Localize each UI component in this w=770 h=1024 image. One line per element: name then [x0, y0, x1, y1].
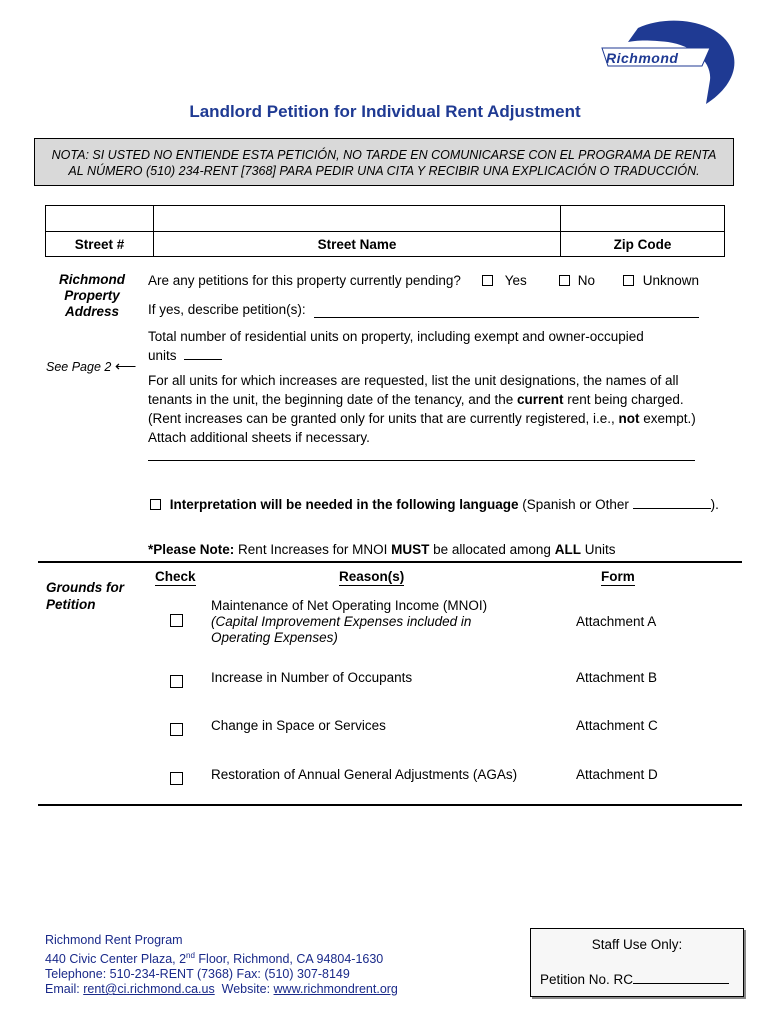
- footer-org: Richmond Rent Program: [45, 933, 183, 947]
- interpretation-language-field[interactable]: [633, 495, 711, 509]
- pending-unknown-checkbox[interactable]: [623, 275, 634, 286]
- footer-address: 440 Civic Center Plaza, 2nd Floor, Richmond, CA 94804-1630: [45, 951, 384, 967]
- aga-checkbox[interactable]: [170, 772, 183, 785]
- pending-yes-label: Yes: [504, 273, 527, 288]
- form-attachment-b: Attachment B: [576, 670, 658, 685]
- email-link[interactable]: rent@ci.richmond.ca.us: [83, 982, 215, 997]
- left-arrow-icon: ⟵: [114, 358, 137, 375]
- pending-question-text: Are any petitions for this property currently pending?: [148, 273, 461, 288]
- pending-no-label: No: [577, 273, 596, 288]
- pending-yes-checkbox[interactable]: [482, 275, 493, 286]
- website-link[interactable]: www.richmondrent.org: [273, 982, 398, 997]
- interpretation-label: Interpretation will be needed in the following language: [169, 497, 519, 512]
- spanish-notice-box: [34, 138, 734, 186]
- increases-line: (Rent increases can be granted only for units that are currently registered, i.e., not exempt.): [148, 411, 696, 426]
- interpretation-checkbox[interactable]: [150, 499, 161, 510]
- street-name-field[interactable]: [154, 206, 559, 230]
- footer-contact: [45, 933, 398, 997]
- grounds-label: [46, 579, 124, 613]
- staff-title: Staff Use Only:: [591, 937, 683, 952]
- reason-mnoi: [211, 598, 487, 646]
- reason-occupants: Increase in Number of Occupants: [211, 670, 413, 685]
- petition-number-label: Petition No. RC: [540, 972, 634, 987]
- form-attachment-a: Attachment A: [576, 614, 657, 629]
- property-label-line: Address: [64, 304, 120, 319]
- mnoi-note: *Please Note: Rent Increases for MNOI MUST be allocated among ALL Units: [148, 542, 616, 557]
- pending-no-checkbox[interactable]: [559, 275, 570, 286]
- unit-details-field[interactable]: [148, 460, 695, 461]
- table-divider: [46, 231, 724, 232]
- see-page-text: See Page 2: [46, 360, 112, 374]
- increases-line: Attach additional sheets if necessary.: [148, 430, 370, 445]
- describe-petition-row: [148, 302, 708, 317]
- reason-subtext: Operating Expenses): [211, 630, 338, 645]
- interpretation-row: [150, 495, 750, 512]
- units-count-field[interactable]: [184, 346, 222, 360]
- col-header-reason: Reason(s): [339, 569, 405, 584]
- grounds-top-rule: [38, 561, 742, 563]
- increases-line: tenants in the unit, the beginning date of the tenancy, and the current rent being charged.: [148, 392, 684, 407]
- describe-petition-label: If yes, describe petition(s):: [148, 302, 306, 317]
- property-label-line: Richmond: [59, 272, 125, 287]
- grounds-label-line: Petition: [46, 597, 96, 612]
- petition-number-row: [540, 970, 740, 987]
- street-number-field[interactable]: [46, 206, 152, 230]
- see-page-note: [46, 357, 136, 375]
- form-attachment-d: Attachment D: [576, 767, 658, 782]
- units-question: [148, 327, 728, 365]
- staff-use-box: [530, 928, 744, 997]
- logo-text: Richmond: [606, 50, 679, 66]
- form-attachment-c: Attachment C: [576, 718, 658, 733]
- grounds-bottom-rule: [38, 804, 742, 806]
- interpretation-end: ).: [710, 497, 719, 512]
- reason-subtext: (Capital Improvement Expenses included in: [211, 614, 472, 629]
- zip-code-label: Zip Code: [613, 237, 672, 252]
- street-number-label: Street #: [74, 237, 125, 252]
- zip-code-field[interactable]: [561, 206, 724, 230]
- col-header-check: Check: [155, 569, 196, 584]
- petition-number-field[interactable]: [633, 970, 729, 984]
- reason-text: Maintenance of Net Operating Income (MNOI): [211, 598, 488, 613]
- interpretation-language-label: (Spanish or Other: [518, 497, 633, 512]
- mnoi-checkbox[interactable]: [170, 614, 183, 627]
- increases-line: For all units for which increases are requested, list the unit designations, the names of all: [148, 373, 679, 388]
- increases-paragraph: [148, 371, 738, 447]
- footer-phone: Telephone: 510-234-RENT (7368) Fax: (510) 307-8149: [45, 967, 350, 982]
- notice-line-1: NOTA: SI USTED NO ENTIENDE ESTA PETICIÓN, NO TARDE EN COMUNICARSE CON EL PROGRAMA DE RENTA: [51, 148, 717, 162]
- grounds-label-line: Grounds for: [46, 580, 124, 595]
- street-name-label: Street Name: [317, 237, 397, 252]
- reason-aga: Restoration of Annual General Adjustments (AGAs): [211, 767, 518, 782]
- notice-line-2: AL NÚMERO (510) 234-RENT [7368] PARA PEDIR UNA CITA Y RECIBIR UNA EXPLICACIÓN O TRADUCCIÓN.: [68, 164, 700, 178]
- property-label-line: Property: [64, 288, 120, 303]
- pending-unknown-label: Unknown: [642, 273, 700, 288]
- pending-question-row: [148, 273, 728, 288]
- richmond-logo: [598, 18, 743, 110]
- reason-space-services: Change in Space or Services: [211, 718, 386, 733]
- space-services-checkbox[interactable]: [170, 723, 183, 736]
- col-header-form: Form: [601, 569, 635, 584]
- units-line-1: Total number of residential units on property, including exempt and owner-occupied: [148, 329, 644, 344]
- footer-email-row: Email: rent@ci.richmond.ca.us Website: www.richmondrent.org: [45, 982, 398, 997]
- page-title: Landlord Petition for Individual Rent Adjustment: [189, 102, 581, 121]
- property-address-label: [44, 272, 140, 320]
- units-line-2: units: [148, 348, 177, 363]
- occupants-checkbox[interactable]: [170, 675, 183, 688]
- address-table: [45, 205, 725, 257]
- describe-petition-field[interactable]: [314, 302, 699, 318]
